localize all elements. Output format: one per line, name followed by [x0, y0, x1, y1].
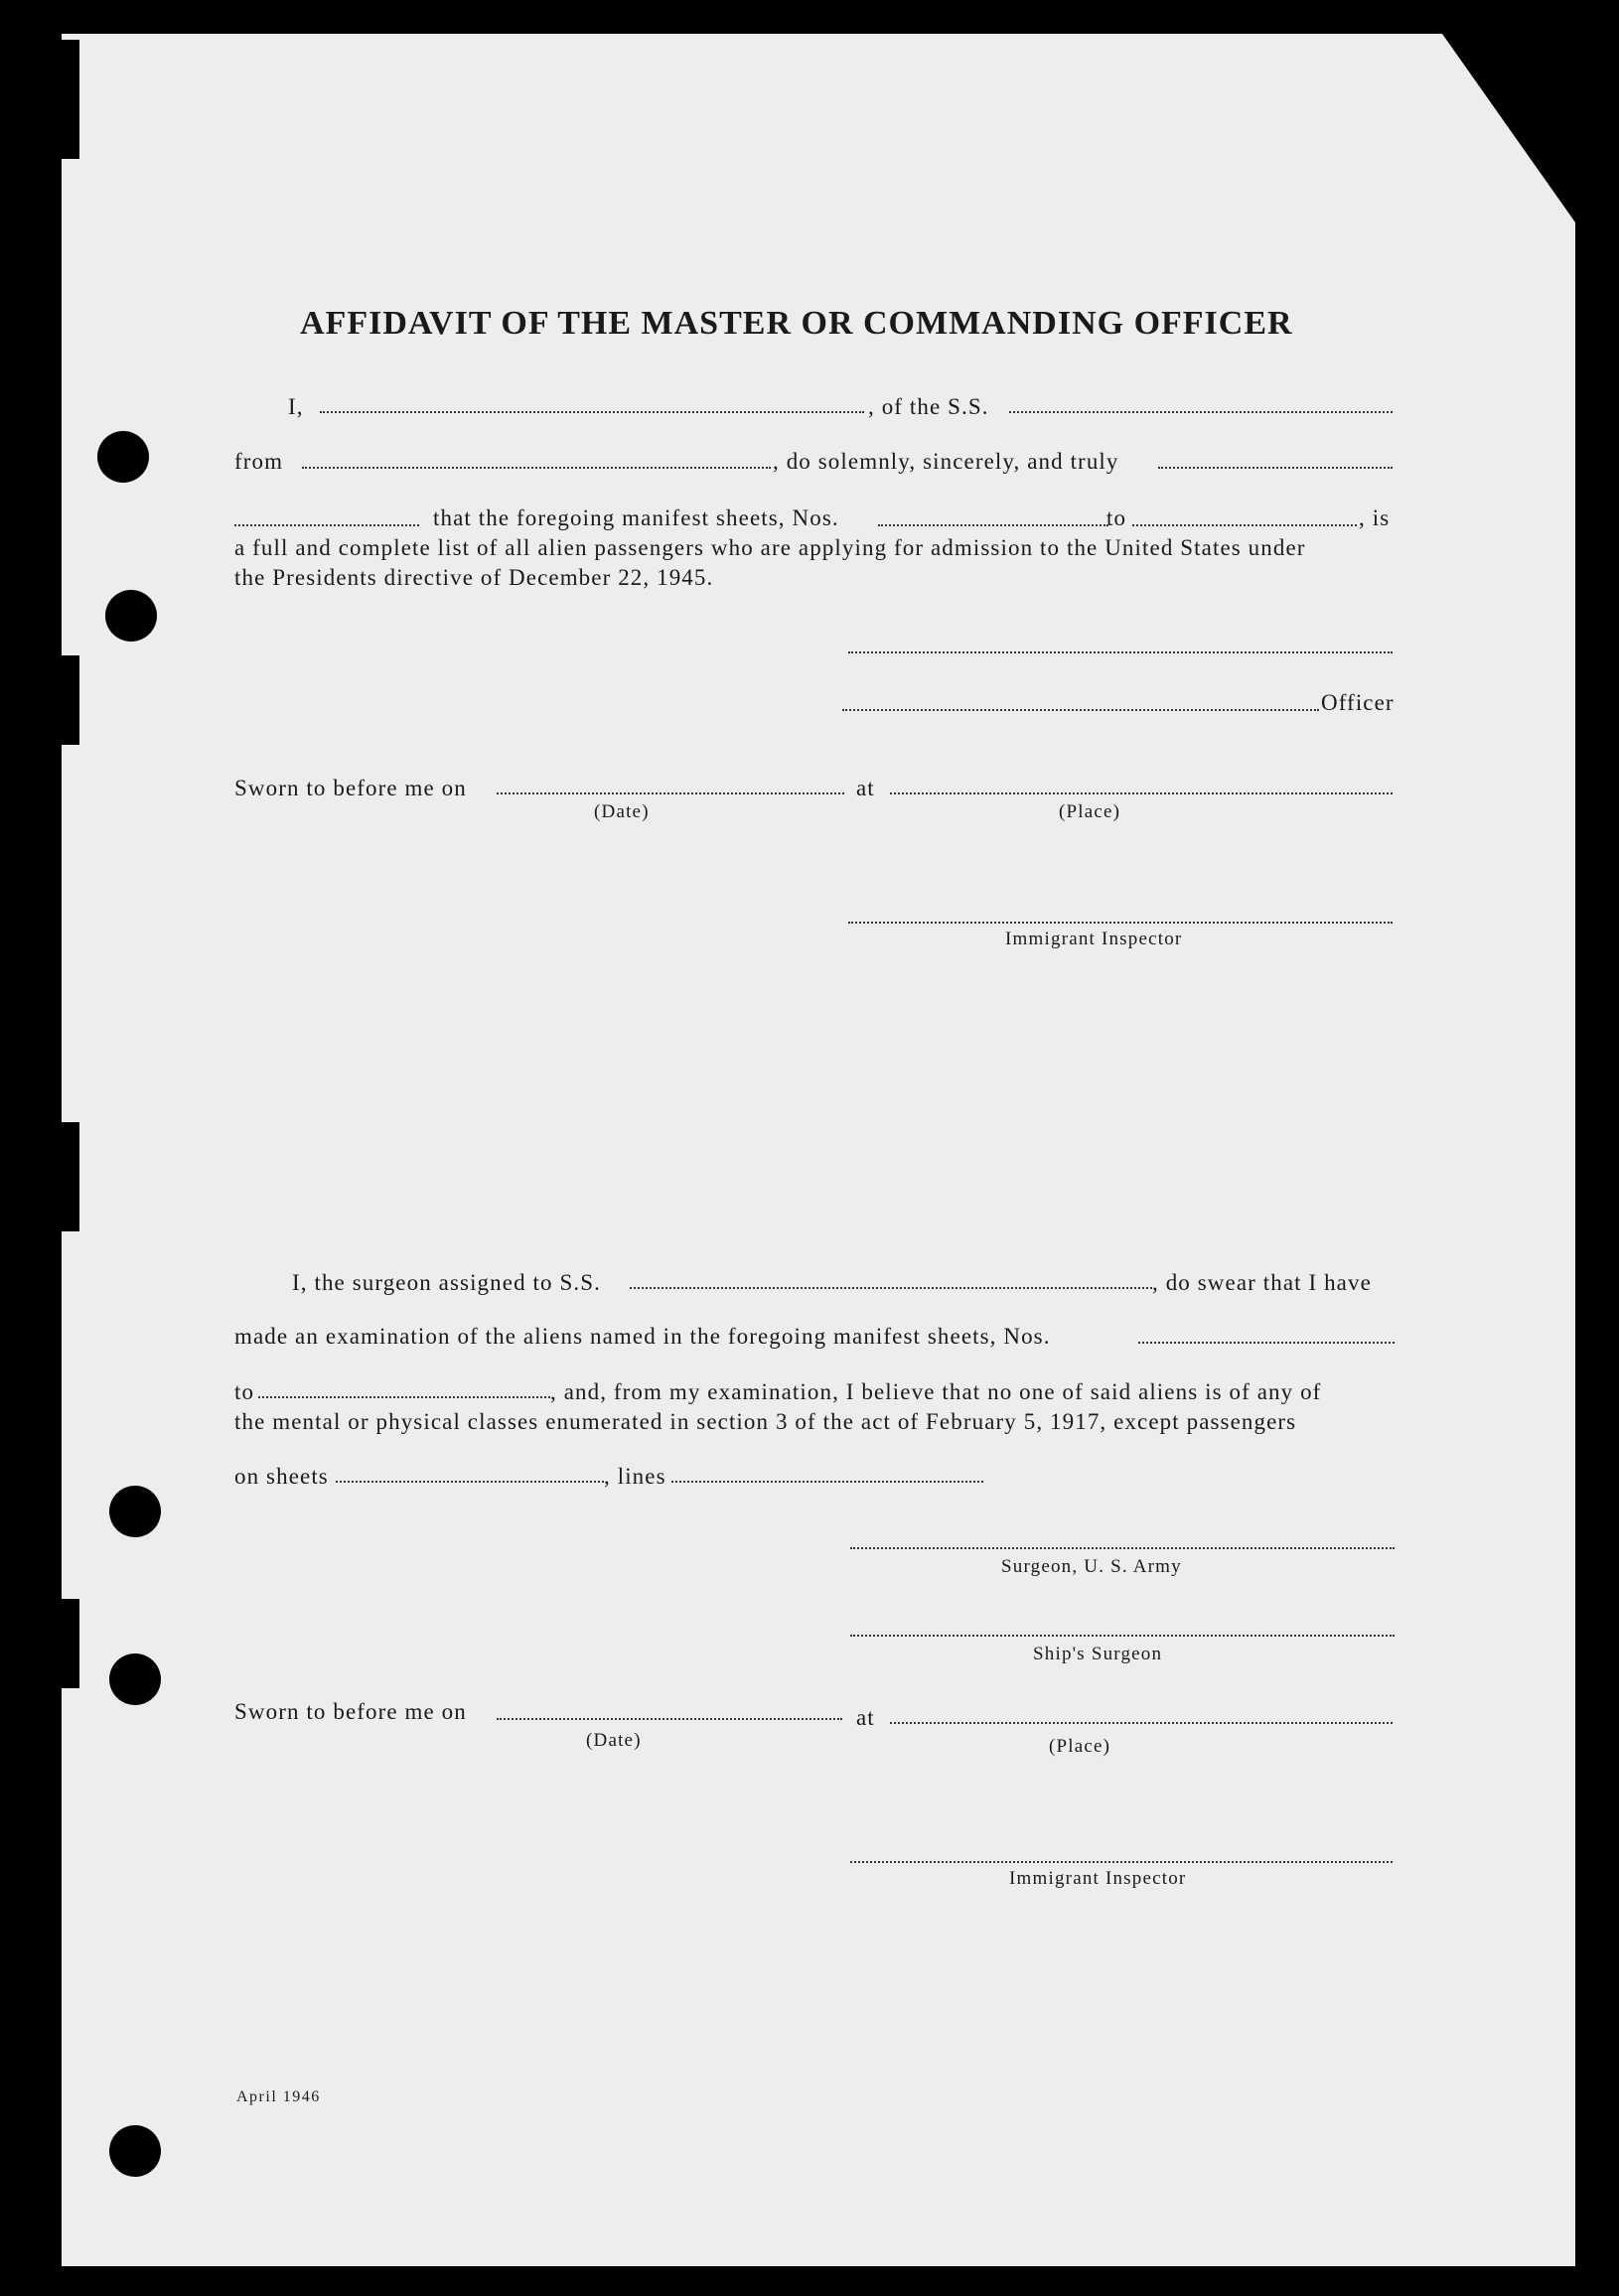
- solemnly-text: , do solemnly, sincerely, and truly: [773, 449, 1119, 474]
- inspector-signature-field[interactable]: [848, 922, 1393, 924]
- surgeon-date-caption: (Date): [586, 1730, 642, 1751]
- army-surgeon-label: Surgeon, U. S. Army: [1001, 1556, 1182, 1577]
- at-label: at: [856, 776, 875, 800]
- surgeon-to-label: to: [234, 1379, 255, 1404]
- surgeon-inspector-signature-field[interactable]: [850, 1861, 1393, 1863]
- date-caption: (Date): [594, 801, 650, 822]
- surgeon-at-label: at: [856, 1705, 875, 1730]
- from-field[interactable]: [302, 467, 771, 469]
- master-name-field[interactable]: [320, 411, 864, 413]
- army-surgeon-signature-field[interactable]: [850, 1547, 1395, 1549]
- ship-name-field[interactable]: [1009, 411, 1393, 413]
- manifest-from-field[interactable]: [878, 524, 1108, 526]
- edge-notch: [56, 655, 79, 745]
- form-date-footer: April 1946: [236, 2088, 321, 2105]
- officer-label: Officer: [1321, 690, 1395, 715]
- surgeon-line-2: made an examination of the aliens named in the foregoing manifest sheets, Nos.: [234, 1324, 1051, 1349]
- surgeon-sworn-text: Sworn to before me on: [234, 1699, 467, 1724]
- surgeon-place-caption: (Place): [1049, 1736, 1111, 1757]
- sworn-text: Sworn to before me on: [234, 776, 467, 800]
- officer-title-field[interactable]: [842, 709, 1319, 711]
- manifest-text: that the foregoing manifest sheets, Nos.: [433, 505, 839, 530]
- master-line-4: a full and complete list of all alien passengers who are applying for admission to the United States under: [234, 535, 1306, 560]
- binder-hole: [109, 1486, 161, 1537]
- surgeon-line-4: the mental or physical classes enumerated in section 3 of the act of February 5, 1917, except passengers: [234, 1409, 1297, 1434]
- sheets-field[interactable]: [336, 1481, 604, 1483]
- lines-label: , lines: [604, 1464, 666, 1489]
- binder-hole: [105, 590, 157, 642]
- of-the-ss-label: , of the S.S.: [868, 394, 989, 419]
- sworn-date-field[interactable]: [497, 792, 844, 794]
- master-line-5: the Presidents directive of December 22, 1945.: [234, 565, 714, 590]
- is-label: , is: [1359, 505, 1391, 530]
- edge-notch: [56, 1599, 79, 1688]
- manifest-to-field[interactable]: [1132, 524, 1357, 526]
- binder-hole: [109, 1653, 161, 1705]
- form-title: AFFIDAVIT OF THE MASTER OR COMMANDING OFFICER: [300, 305, 1293, 342]
- master-signature-field[interactable]: [848, 651, 1393, 653]
- surgeon-sworn-place-field[interactable]: [890, 1722, 1393, 1724]
- surgeon-swear-text: , do swear that I have: [1152, 1270, 1372, 1295]
- surgeon-line-3: , and, from my examination, I believe that no one of said aliens is of any of: [550, 1379, 1322, 1404]
- surgeon-line-1: I, the surgeon assigned to S.S.: [292, 1270, 601, 1295]
- binder-hole: [97, 431, 149, 483]
- form-page: [62, 34, 1575, 2266]
- oath-field[interactable]: [1158, 467, 1393, 469]
- surgeon-manifest-to-field[interactable]: [258, 1396, 550, 1398]
- edge-notch: [56, 40, 79, 159]
- ship-surgeon-signature-field[interactable]: [850, 1635, 1395, 1637]
- lines-field[interactable]: [671, 1481, 983, 1483]
- surgeon-manifest-from-field[interactable]: [1138, 1342, 1395, 1344]
- inspector-label: Immigrant Inspector: [1005, 929, 1183, 949]
- from-label: from: [234, 449, 284, 474]
- oath-field-continued[interactable]: [234, 524, 419, 526]
- surgeon-ship-field[interactable]: [630, 1287, 1152, 1289]
- master-i-label: I,: [288, 394, 304, 419]
- to-label: to: [1106, 505, 1127, 530]
- edge-notch: [56, 1122, 79, 1231]
- place-caption: (Place): [1059, 801, 1121, 822]
- surgeon-sworn-date-field[interactable]: [497, 1718, 842, 1720]
- binder-hole: [109, 2125, 161, 2177]
- on-sheets-label: on sheets: [234, 1464, 329, 1489]
- surgeon-inspector-label: Immigrant Inspector: [1009, 1868, 1187, 1889]
- sworn-place-field[interactable]: [890, 792, 1393, 794]
- ship-surgeon-label: Ship's Surgeon: [1033, 1644, 1163, 1664]
